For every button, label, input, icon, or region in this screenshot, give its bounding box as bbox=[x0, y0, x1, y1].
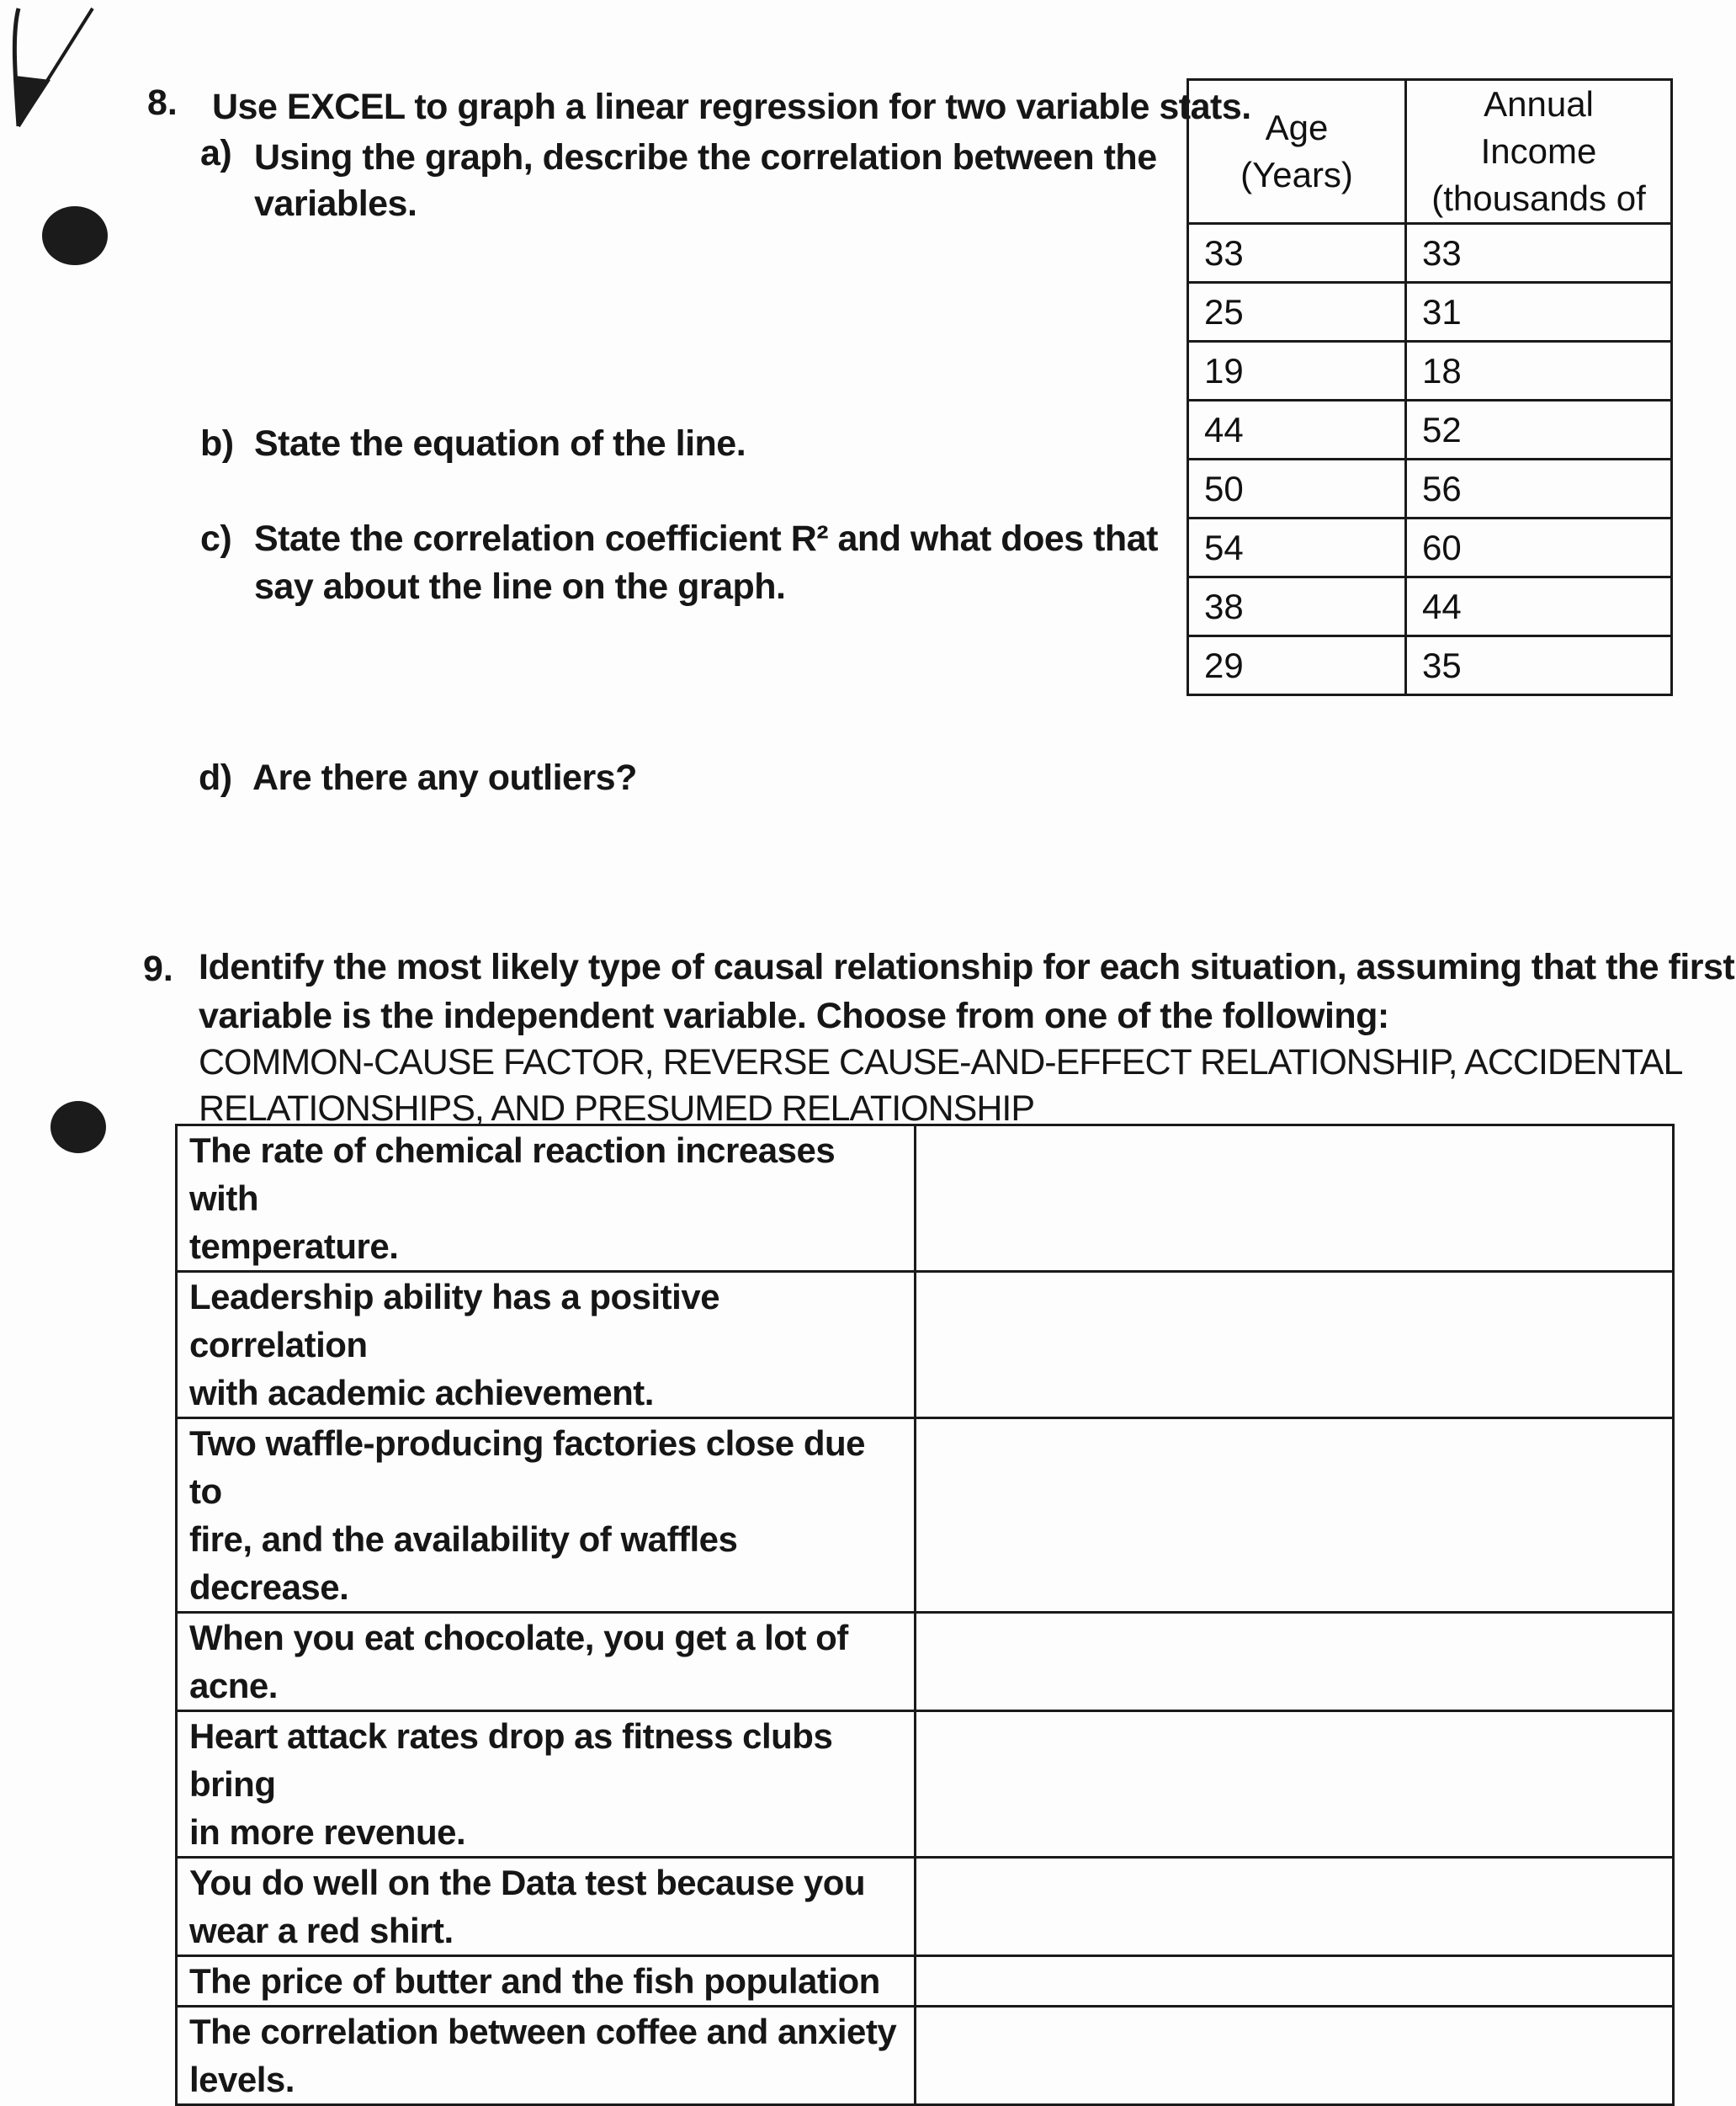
table-row bbox=[1188, 283, 1672, 342]
situation-cell bbox=[177, 2007, 916, 2105]
income-cell: 33 bbox=[1406, 224, 1672, 283]
question-9-line3: COMMON-CAUSE FACTOR, REVERSE CAUSE-AND-EFFECT RELATIONSHIP, ACCIDENTAL bbox=[199, 1042, 1683, 1082]
income-cell: 18 bbox=[1406, 342, 1672, 401]
question-8c-text-line2: say about the line on the graph. bbox=[254, 566, 786, 607]
answer-cell[interactable] bbox=[916, 1418, 1674, 1613]
age-cell: 25 bbox=[1188, 283, 1406, 342]
age-cell: 38 bbox=[1188, 577, 1406, 636]
table-row bbox=[177, 1956, 1674, 2007]
age-header-line2: (Years) bbox=[1240, 155, 1353, 194]
income-header bbox=[1406, 80, 1672, 224]
question-8c-text-line1: State the correlation coefficient R² and what does that bbox=[254, 519, 1158, 559]
table-row bbox=[177, 1711, 1674, 1858]
situation-cell bbox=[177, 1613, 916, 1711]
age-cell: 44 bbox=[1188, 401, 1406, 460]
situation-line2: temperature. bbox=[189, 1226, 399, 1266]
table-row bbox=[1188, 460, 1672, 519]
table-row bbox=[1188, 401, 1672, 460]
situation-line2: in more revenue. bbox=[189, 1812, 466, 1852]
situation-line2: levels. bbox=[189, 2060, 295, 2099]
income-cell: 52 bbox=[1406, 401, 1672, 460]
situation-line1: The price of butter and the fish population bbox=[189, 1961, 880, 2001]
situation-line1: Heart attack rates drop as fitness clubs bring bbox=[189, 1716, 833, 1804]
table-row bbox=[177, 1125, 1674, 1272]
check-mark-icon bbox=[0, 0, 118, 152]
question-8a-label: a) bbox=[200, 133, 232, 173]
income-cell: 56 bbox=[1406, 460, 1672, 519]
table-row bbox=[177, 1613, 1674, 1711]
question-8d-text: Are there any outliers? bbox=[252, 758, 637, 798]
age-cell: 29 bbox=[1188, 636, 1406, 695]
situation-line2: wear a red shirt. bbox=[189, 1911, 454, 1950]
situation-line1: The correlation between coffee and anxiety bbox=[189, 2012, 897, 2051]
age-header-line1: Age bbox=[1265, 108, 1329, 147]
age-cell: 19 bbox=[1188, 342, 1406, 401]
answer-cell[interactable] bbox=[916, 1613, 1674, 1711]
income-cell: 35 bbox=[1406, 636, 1672, 695]
situation-line1: Leadership ability has a positive correlation bbox=[189, 1277, 720, 1364]
answer-cell[interactable] bbox=[916, 1858, 1674, 1956]
income-header-line1: Annual Income bbox=[1480, 84, 1597, 171]
question-9-number: 9. bbox=[143, 949, 173, 989]
age-header bbox=[1188, 80, 1406, 224]
question-9-line4: RELATIONSHIPS, AND PRESUMED RELATIONSHIP bbox=[199, 1088, 1035, 1129]
question-8b-label: b) bbox=[200, 423, 234, 464]
table-row bbox=[177, 1272, 1674, 1418]
situation-cell bbox=[177, 1272, 916, 1418]
situation-line1: When you eat chocolate, you get a lot of bbox=[189, 1618, 848, 1657]
table-row bbox=[1188, 224, 1672, 283]
situation-cell bbox=[177, 1711, 916, 1858]
table-row bbox=[177, 2007, 1674, 2105]
table-header-row bbox=[1188, 80, 1672, 224]
table-row bbox=[1188, 636, 1672, 695]
situation-line1: Two waffle-producing factories close due to bbox=[189, 1423, 865, 1511]
age-cell: 50 bbox=[1188, 460, 1406, 519]
question-8d-label: d) bbox=[199, 758, 232, 798]
income-cell: 31 bbox=[1406, 283, 1672, 342]
hole-punch-mark bbox=[50, 1101, 106, 1153]
answer-cell[interactable] bbox=[916, 1125, 1674, 1272]
situation-line2: with academic achievement. bbox=[189, 1373, 654, 1412]
question-8c-label: c) bbox=[200, 519, 232, 559]
table-row bbox=[1188, 342, 1672, 401]
question-9-line1: Identify the most likely type of causal relationship for each situation, assuming that the first bbox=[199, 947, 1735, 987]
table-row bbox=[1188, 577, 1672, 636]
answer-cell[interactable] bbox=[916, 2007, 1674, 2105]
question-9-line2: variable is the independent variable. Choose from one of the following: bbox=[199, 996, 1389, 1036]
situation-line2: fire, and the availability of waffles decrease. bbox=[189, 1519, 738, 1607]
table-row bbox=[177, 1418, 1674, 1613]
question-8-number: 8. bbox=[147, 82, 178, 123]
question-8a-text-line2: variables. bbox=[254, 183, 417, 224]
situation-line1: You do well on the Data test because you bbox=[189, 1863, 866, 1902]
answer-cell[interactable] bbox=[916, 1272, 1674, 1418]
income-header-line2: (thousands of bbox=[1431, 178, 1646, 218]
situation-cell bbox=[177, 1956, 916, 2007]
table-row bbox=[1188, 519, 1672, 577]
age-income-table bbox=[1187, 78, 1673, 696]
question-8-prompt: Use EXCEL to graph a linear regression for two variable stats. bbox=[212, 87, 1251, 127]
answer-cell[interactable] bbox=[916, 1711, 1674, 1858]
situation-cell bbox=[177, 1125, 916, 1272]
income-cell: 60 bbox=[1406, 519, 1672, 577]
situation-line2: acne. bbox=[189, 1666, 278, 1705]
situation-line1: The rate of chemical reaction increases with bbox=[189, 1130, 836, 1218]
hole-punch-mark bbox=[42, 206, 108, 265]
income-cell: 44 bbox=[1406, 577, 1672, 636]
table-row bbox=[177, 1858, 1674, 1956]
age-cell: 54 bbox=[1188, 519, 1406, 577]
age-cell: 33 bbox=[1188, 224, 1406, 283]
causal-relationship-table bbox=[175, 1124, 1675, 2106]
situation-cell bbox=[177, 1418, 916, 1613]
question-8b-text: State the equation of the line. bbox=[254, 423, 746, 464]
answer-cell[interactable] bbox=[916, 1956, 1674, 2007]
question-8a-text-line1: Using the graph, describe the correlation between the bbox=[254, 137, 1157, 178]
situation-cell bbox=[177, 1858, 916, 1956]
